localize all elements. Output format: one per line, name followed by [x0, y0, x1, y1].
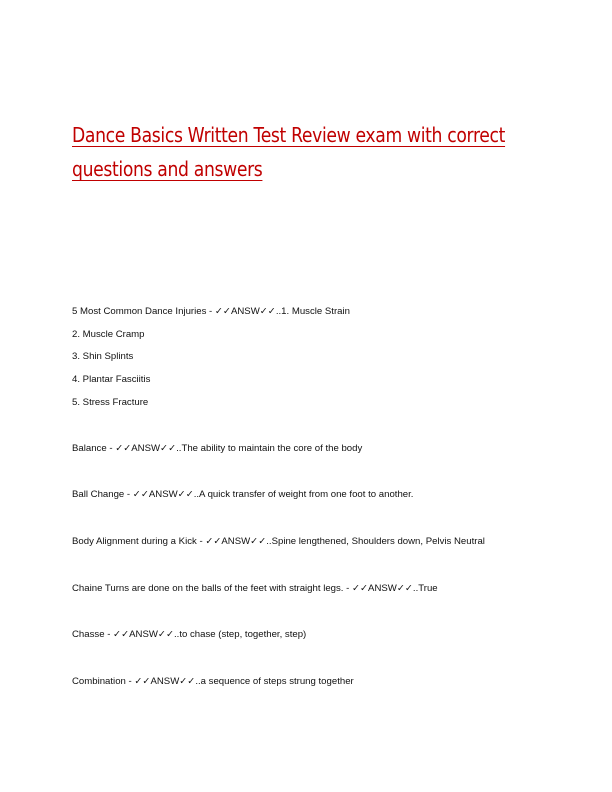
title-line-1	[72, 118, 541, 152]
qa-chasse: Chasse - ✓✓ANSW✓✓..to chase (step, together, step)	[72, 629, 307, 640]
qa-balance: Balance - ✓✓ANSW✓✓..The ability to maintain the core of the body	[72, 443, 363, 454]
title-line-1-text: Dance Basics Written Test Review exam with correct	[72, 123, 506, 147]
document-title	[72, 118, 541, 186]
qa-chaine-turns: Chaine Turns are done on the balls of the feet with straight legs. - ✓✓ANSW✓✓..True	[72, 583, 438, 594]
qa-body-alignment: Body Alignment during a Kick - ✓✓ANSW✓✓..Spine lengthened, Shoulders down, Pelvis Neutral	[72, 536, 485, 547]
qa-injuries-item-2: 2. Muscle Cramp	[72, 329, 145, 340]
qa-injuries-item-3: 3. Shin Splints	[72, 351, 134, 362]
title-line-2	[72, 152, 541, 186]
title-line-2-text: questions and answers	[72, 157, 263, 181]
qa-combination: Combination - ✓✓ANSW✓✓..a sequence of steps strung together	[72, 676, 354, 687]
qa-injuries-item-5: 5. Stress Fracture	[72, 397, 149, 408]
qa-injuries-question: 5 Most Common Dance Injuries - ✓✓ANSW✓✓..1. Muscle Strain	[72, 306, 350, 317]
qa-injuries-item-4: 4. Plantar Fasciitis	[72, 374, 151, 385]
qa-ball-change: Ball Change - ✓✓ANSW✓✓..A quick transfer of weight from one foot to another.	[72, 489, 414, 500]
